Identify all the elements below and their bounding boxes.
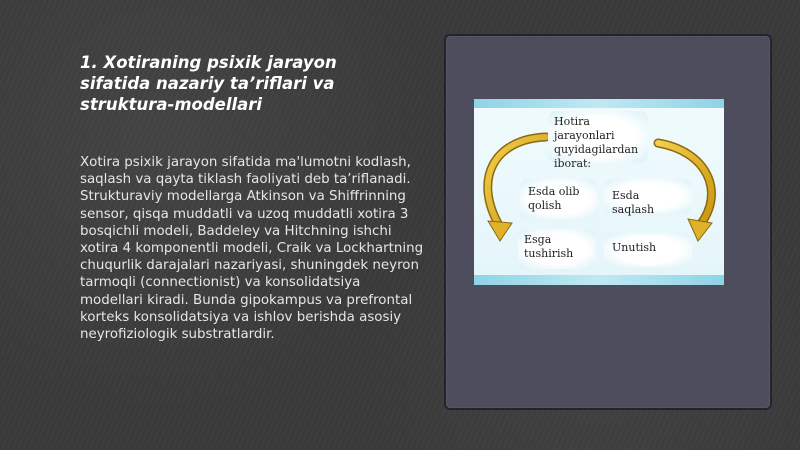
diagram-item-label: Unutish xyxy=(612,241,657,254)
diagram-item-box xyxy=(518,229,596,269)
diagram-item-label: Esda olib qolish xyxy=(528,185,580,212)
diagram-item-box xyxy=(520,179,598,219)
diagram-header-box xyxy=(548,111,648,170)
diagram-item-label: Esga tushirish xyxy=(524,233,574,260)
memory-process-diagram xyxy=(474,99,724,285)
slide-body-text: Xotira psixik jarayon sifatida ma'lumotni kodlash, saqlash va qayta tiklash faoliyati deb ta’riflanadi. Strukturaviy modellarga Atkinson va Shiffrinning sensor, qisqa muddatli va uzoq muddatli xotira 3 bosqichli modeli, Baddeley va Hitchning ishchi xotira 4 komponentli modeli, Craik va Lockhartning chuqurlik darajalari nazariyasi, shuningdek neyron tarmoqli (connectionist) va konsolidatsiya modellari kiradi. Bunda gipokampus va prefrontal korteks konsolidatsiya va ishlov berishda asosiy neyrofiziologik substratlardir. xyxy=(80,155,424,343)
diagram-header-text: Hotira jarayonlari quyidagilardan iborat: xyxy=(554,115,639,170)
diagram-item-box xyxy=(604,179,692,216)
diagram-item-label: Esda saqlash xyxy=(612,189,655,216)
diagram-item-box xyxy=(604,233,692,267)
slide-title: 1. Xotiraning psixik jarayon sifatida nazariy ta’riflari va struktura-modellari xyxy=(80,53,337,114)
